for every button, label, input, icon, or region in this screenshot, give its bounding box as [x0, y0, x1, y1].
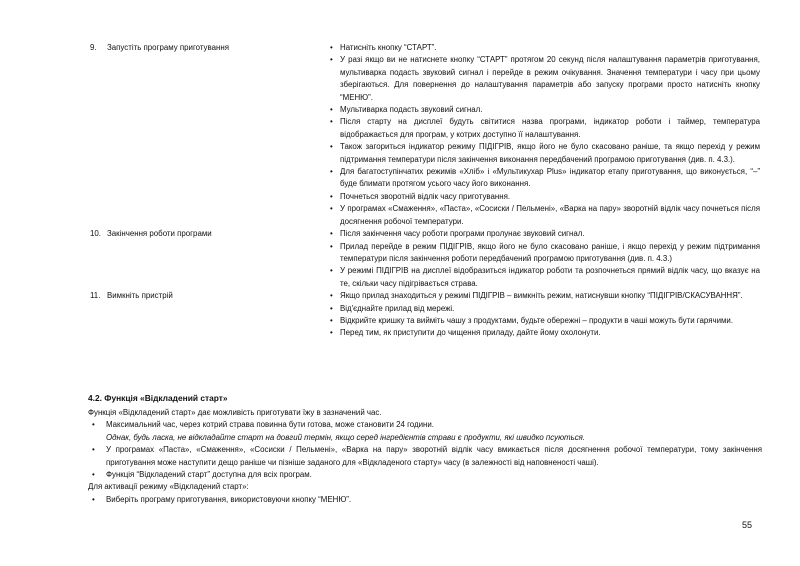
section-bullet: • У програмах «Паста», «Смаження», «Сосиски / Пельмені», «Варка на пару» зворотній відлік часу вмикається після досягнення робочої температури, тому закінчення приготування може наступити дещо раніше чи пізніше заданого для «Відкладеного старту» часу (в залежності від наповненості чаші).: [88, 444, 762, 469]
section-heading: 4.2. Функція «Відкладений старт»: [88, 393, 228, 403]
step-bullet: • Якщо прилад знаходиться у режимі ПІДІГРІВ – вимкніть режим, натиснувши кнопку “ПІДІГРІВ/СКАСУВАННЯ”.: [328, 290, 760, 302]
step-number: 11.: [90, 291, 101, 301]
step-bullet: • Відкрийте кришку та вийміть чашу з продуктами, будьте обережні – продукти в чаші можуть бути гарячими.: [328, 315, 760, 327]
section-bullet: [88, 419, 762, 444]
step-title: Запустіть програму приготування: [107, 43, 229, 52]
step-bullet: • Перед тим, як приступити до чищення приладу, дайте йому охолонути.: [328, 327, 760, 339]
step-number: 10.: [90, 229, 101, 239]
step-bullets: [328, 228, 760, 290]
step-number: 9.: [90, 43, 97, 52]
step-bullet: • Після закінчення часу роботи програми пролунає звуковий сигнал.: [328, 228, 760, 240]
step-bullet: • Для багатоступінчатих режимів «Хліб» і «Мультикухар Plus» індикатор етапу приготування, що виконується, “–” буде блимати протягом усього часу його виконання.: [328, 166, 760, 191]
page-number: 55: [742, 520, 753, 530]
step-bullet: • Також загориться індикатор режиму ПІДІГРІВ, якщо його не було скасовано раніше, та якщо перехід у режим підтримання температури після закінчення виконання передбачений програмою приготування (див. п. 4.3.).: [328, 141, 760, 166]
activation-label: Для активації режиму «Відкладений старт»:: [88, 482, 249, 492]
step-11: [80, 290, 760, 340]
delayed-start-section: [88, 392, 762, 506]
step-bullet: • У програмах «Смаження», «Паста», «Сосиски / Пельмені», «Варка на пару» зворотній відлік часу почнеться після досягнення робочої температури.: [328, 203, 760, 228]
step-10: [80, 228, 760, 290]
step-bullet: • Прилад перейде в режим ПІДІГРІВ, якщо його не було скасовано раніше, і якщо перехід у режим підтримання температури після закінчення роботи передбачений програмою приготування (див. п. 4.3.): [328, 241, 760, 266]
activation-bullet: • Виберіть програму приготування, використовуючи кнопку “МЕНЮ”.: [88, 494, 762, 506]
step-bullet: • Почнеться зворотній відлік часу приготування.: [328, 191, 760, 203]
section-intro: Функція «Відкладений старт» дає можливість приготувати їжу в зазначений час.: [88, 408, 382, 417]
bullet-note: Однак, будь ласка, не відкладайте старт на довгий термін, якщо серед інгредієнтів страви є продукти, які швидко псуються.: [106, 432, 586, 442]
step-title: Вимкніть пристрій: [107, 291, 173, 301]
step-bullets: [328, 42, 760, 228]
step-bullet: • У разі якщо ви не натиснете кнопку “СТАРТ” протягом 20 секунд після налаштування параметрів приготування, мультиварка подасть звуковий сигнал і перейде в режим очікування. Значення температури і часу при цьому зберігаються. Для повернення до налаштування параметрів або запуску програми просто натисніть кнопку “МЕНЮ”.: [328, 54, 760, 104]
step-bullet: • Від'єднайте прилад від мережі.: [328, 303, 760, 315]
step-bullet: • У режимі ПІДІГРІВ на дисплеї відобразиться індикатор роботи та розпочнеться прямий відлік часу, що вказує на те, скільки часу підігрівається страва.: [328, 265, 760, 290]
step-9: [80, 42, 760, 228]
step-title: Закінчення роботи програми: [107, 229, 212, 239]
step-bullets: [328, 290, 760, 340]
section-bullets: [88, 419, 762, 481]
bullet-text: Максимальний час, через котрий страва повинна бути готова, може становити 24 години.: [106, 420, 434, 430]
step-bullet: • Після старту на дисплеї будуть світитися назва програми, індикатор роботи і таймер, температура відображається для програм, у котрих доступно її налаштування.: [328, 116, 760, 141]
activation-bullets: [88, 494, 762, 506]
step-bullet: • Натисніть кнопку “СТАРТ”.: [328, 42, 760, 54]
step-bullet: • Мультиварка подасть звуковий сигнал.: [328, 104, 760, 116]
section-bullet: • Функція “Відкладений старт” доступна для всіх програм.: [88, 469, 762, 481]
steps-table: [80, 42, 760, 340]
